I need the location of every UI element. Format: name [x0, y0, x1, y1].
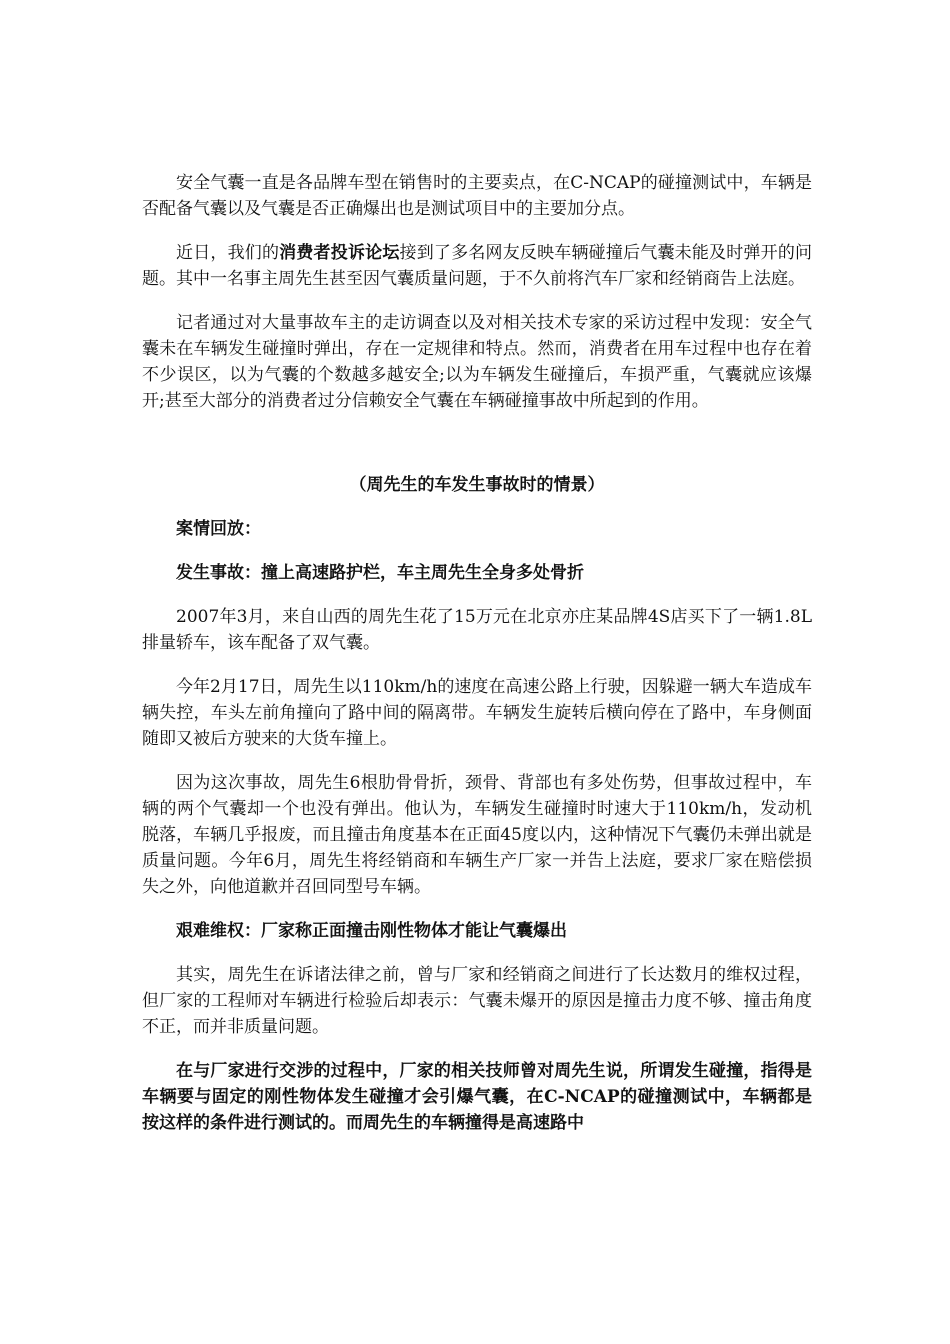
paragraph-injuries: 因为这次事故，周先生6根肋骨骨折，颈骨、背部也有多处伤势，但事故过程中，车辆的两个气囊却一个也没有弹出。他认为，车辆发生碰撞时时速大于110km/h，发动机脱落，车辆几乎报废，而且撞击角度基本在正面45度以内，这种情况下气囊仍未弹出就是质量问题。今年6月，周先生将经销商和车辆生产厂家一并告上法庭，要求厂家在赔偿损失之外，向他道歉并召回同型号车辆。	[142, 773, 812, 897]
article-body	[142, 170, 812, 1154]
paragraph-intro: 安全气囊一直是各品牌车型在销售时的主要卖点，在C-NCAP的碰撞测试中，车辆是否配备气囊以及气囊是否正确爆出也是测试项目中的主要加分点。	[142, 173, 812, 219]
image-caption: （周先生的车发生事故时的情景）	[349, 475, 605, 495]
paragraph-purchase: 2007年3月，来自山西的周先生花了15万元在北京亦庄某品牌4S店买下了一辆1.8L排量轿车，该车配备了双气囊。	[142, 607, 812, 653]
heading-rights: 艰难维权：厂家称正面撞击刚性物体才能让气囊爆出	[176, 921, 567, 941]
paragraph-forum	[142, 240, 812, 292]
paragraph-accident-detail: 今年2月17日，周先生以110km/h的速度在高速公路上行驶，因躲避一辆大车造成车辆失控，车头左前角撞向了路中间的隔离带。车辆发生旋转后横向停在了路中，车身侧面随即又被后方驶来的大货车撞上。	[142, 677, 812, 749]
paragraph-investigation: 记者通过对大量事故车主的走访调查以及对相关技术专家的采访过程中发现：安全气囊未在车辆发生碰撞时弹出，存在一定规律和特点。然而，消费者在用车过程中也存在着不少误区，以为气囊的个数越多越安全;以为车辆发生碰撞后，车损严重，气囊就应该爆开;甚至大部分的消费者过分信赖安全气囊在车辆碰撞事故中所起到的作用。	[142, 313, 812, 411]
heading-case-review: 案情回放：	[176, 519, 261, 539]
consumer-complaint-forum-link[interactable]: 消费者投诉论坛	[279, 243, 400, 263]
paragraph-rights-process: 其实，周先生在诉诸法律之前，曾与厂家和经销商之间进行了长达数月的维权过程，但厂家的工程师对车辆进行检验后却表示：气囊未爆开的原因是撞击力度不够、撞击角度不正，而并非质量问题。	[142, 965, 812, 1037]
paragraph-forum-suffix: 接到了多名网友反映车辆碰撞后气囊未能及时弹开的问题。其中一名事主周先生甚至因气囊质量问题，于不久前将汽车厂家和经销商告上法庭。	[142, 243, 813, 289]
image-placeholder-gap	[142, 432, 812, 472]
paragraph-manufacturer-claim: 在与厂家进行交涉的过程中，厂家的相关技师曾对周先生说，所谓发生碰撞，指得是车辆要与固定的刚性物体发生碰撞才会引爆气囊，在C-NCAP的碰撞测试中，车辆都是按这样的条件进行测试的。而周先生的车辆撞得是高速路中	[142, 1061, 812, 1133]
paragraph-forum-prefix: 近日，我们的	[176, 243, 280, 263]
heading-accident: 发生事故：撞上高速路护栏，车主周先生全身多处骨折	[176, 563, 584, 583]
